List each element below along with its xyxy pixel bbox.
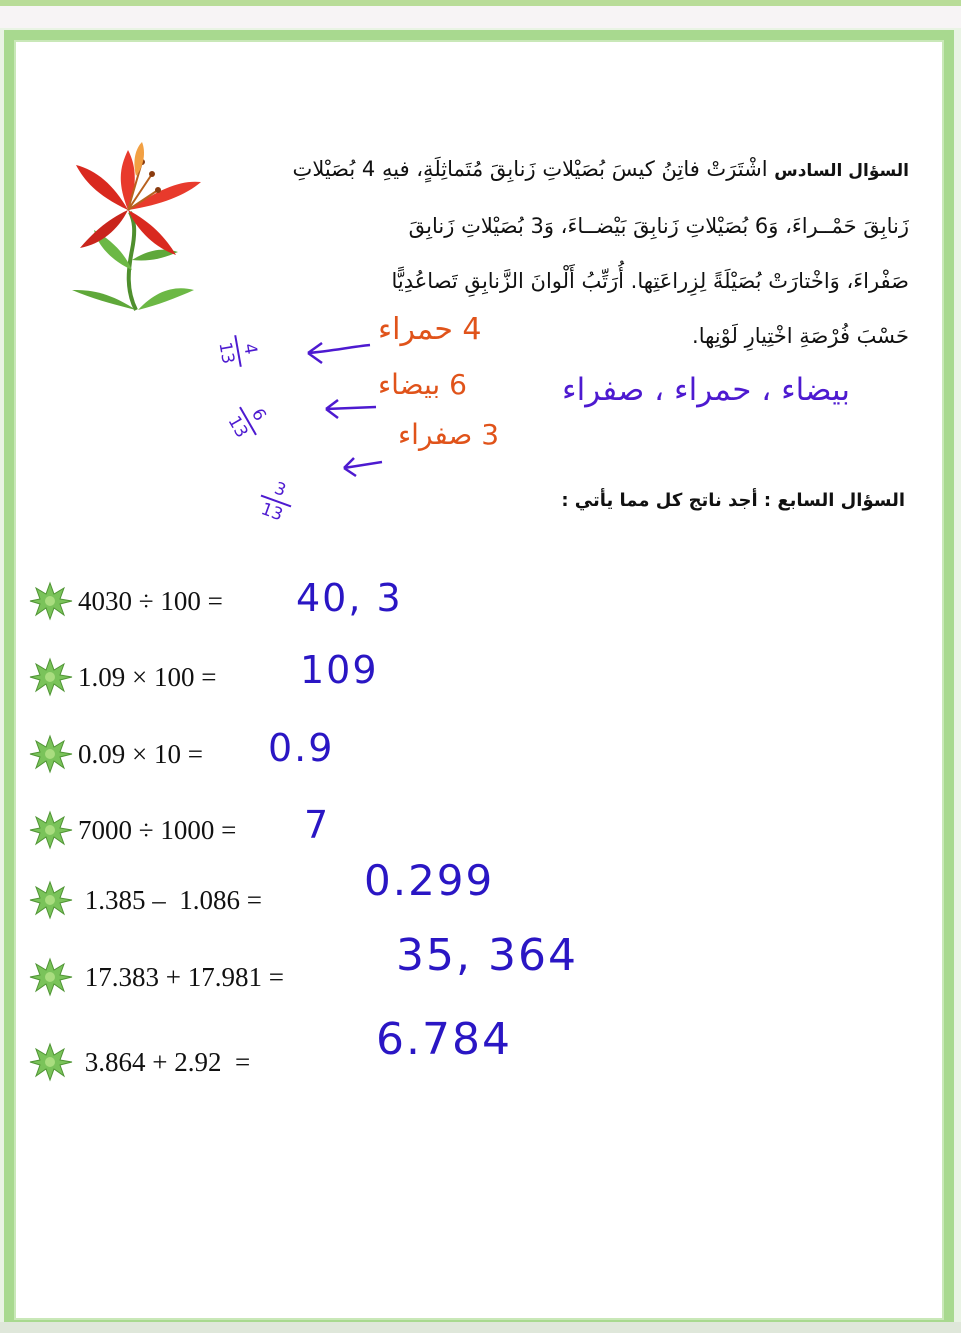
arrow-icon: [302, 335, 372, 365]
problem-row: [28, 810, 236, 850]
question7-title: السؤال السابع : أجد ناتج كل مما يأتي :: [561, 490, 905, 511]
problem-answer: 7: [304, 803, 331, 847]
star-bullet-icon: [28, 581, 76, 621]
star-bullet-icon: [28, 880, 76, 920]
problem-row: [28, 657, 216, 697]
problem-answer: 6.784: [376, 1014, 512, 1065]
question6-line-2: زَنابِقَ حَمْــراءَ، وَ6 بُصَيْلاتِ زَنابِقَ بَيْضــاءَ، وَ3 بُصَيْلاتِ زَنابِقَ: [408, 214, 909, 238]
top-band: [0, 6, 961, 28]
fraction-red: [214, 328, 262, 375]
problem-expression: 4030 ÷ 100 =: [78, 585, 223, 616]
problem-expression: 1.385 – 1.086 =: [78, 884, 262, 915]
problem-expression: 17.383 + 17.981 =: [78, 961, 284, 992]
fraction-white-num: 6: [247, 405, 270, 425]
problem-row: [28, 581, 223, 621]
fraction-red-den: 13: [214, 340, 238, 366]
problem-answer: 0.299: [364, 856, 495, 905]
problem-answer: 40, 3: [296, 576, 403, 620]
question6-line-1: اشْتَرَتْ فاتِنُ كيسَ بُصَيْلاتِ زَنابِقَ مُتَماثِلَةٍ، فيهِ 4 بُصَيْلاتِ: [292, 157, 768, 181]
problem-expression: 0.09 × 10 =: [78, 738, 203, 769]
handwritten-red-count: 4 حمراء: [378, 312, 482, 347]
problem-expression: 3.864 + 2.92 =: [78, 1046, 251, 1077]
problem-expression: 7000 ÷ 1000 =: [78, 814, 237, 845]
fraction-red-num: 4: [239, 341, 261, 356]
bottom-band: [0, 1322, 961, 1333]
arrow-icon: [320, 395, 378, 421]
problem-answer: 109: [300, 648, 379, 692]
problem-row: [28, 880, 262, 920]
problem-answer: 35, 364: [396, 930, 578, 981]
problem-row: [28, 1042, 250, 1082]
fraction-yellow-den: 13: [258, 499, 286, 526]
star-bullet-icon: [28, 810, 76, 850]
question6-line-4: حَسْبَ فُرْصَةِ اخْتِيارِ لَوْنِها.: [692, 324, 909, 348]
handwritten-order-answer: بيضاء ، حمراء ، صفراء: [562, 372, 850, 408]
problem-row: [28, 734, 203, 774]
handwritten-white-count: 6 بيضاء: [378, 368, 467, 401]
problem-answer: 0.9: [268, 726, 335, 770]
star-bullet-icon: [28, 657, 76, 697]
star-bullet-icon: [28, 957, 76, 997]
problem-expression: 1.09 × 100 =: [78, 661, 217, 692]
arrow-icon: [338, 452, 384, 478]
fraction-white-den: 13: [223, 412, 252, 442]
problem-row: [28, 957, 284, 997]
question6-text: [249, 142, 909, 364]
lily-flower-image: [66, 140, 216, 315]
star-bullet-icon: [28, 1042, 76, 1082]
question6-label: السؤال السادس: [774, 161, 909, 181]
star-bullet-icon: [28, 734, 76, 774]
fraction-yellow-num: 3: [271, 478, 289, 501]
handwritten-yellow-count: 3 صفراء: [398, 418, 500, 451]
question6-line-3: صَفْراءَ، وَاخْتارَتْ بُصَيْلَةً لِزِراعَتِها. أُرَتِّبُ أَلْوانَ الزَّنابِقِ تَصاعُدِيًّا: [391, 269, 909, 293]
